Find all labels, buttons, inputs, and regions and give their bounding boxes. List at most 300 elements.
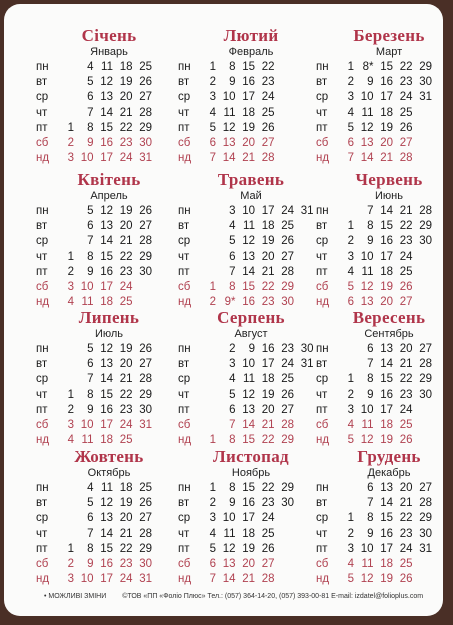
weekday-label: пн: [316, 343, 329, 355]
calendar-card: [4, 4, 443, 616]
day-number: 10: [80, 573, 94, 586]
day-number: 1: [209, 61, 216, 73]
day-number: 20: [119, 512, 133, 525]
day-number: 20: [399, 343, 413, 355]
week-row: [316, 481, 453, 496]
day-number: 26: [281, 235, 294, 248]
weekday-label: ср: [36, 373, 49, 386]
weekday-label: нд: [178, 573, 192, 586]
weekday-label: нд: [178, 434, 192, 447]
weekday-label: сб: [316, 419, 329, 431]
weekday-label: вт: [316, 358, 328, 371]
week-row: [316, 75, 453, 90]
day-number: 2: [347, 388, 354, 401]
month-subtitle: Март: [375, 46, 403, 58]
week-row: [36, 151, 182, 166]
day-number: 7: [367, 497, 374, 510]
week-row: [36, 388, 182, 403]
day-number: 25: [399, 558, 413, 570]
day-number: 20: [119, 358, 133, 371]
day-number: 6: [367, 343, 374, 355]
day-number: 20: [261, 250, 275, 263]
weekday-label: ср: [36, 512, 49, 525]
day-number: 14: [100, 106, 113, 119]
week-row: [178, 136, 324, 151]
day-number: 27: [419, 482, 432, 494]
day-number: 6: [87, 512, 94, 525]
day-number: 26: [399, 434, 413, 447]
weekday-label: сб: [178, 137, 191, 149]
day-number: 13: [222, 558, 236, 570]
week-row: [178, 496, 324, 511]
day-number: 23: [261, 497, 275, 510]
day-number: 8: [87, 542, 94, 555]
day-number: 17: [242, 512, 255, 525]
day-number: 29: [419, 373, 432, 386]
weekday-label: чт: [36, 388, 48, 401]
day-number: 25: [261, 527, 275, 540]
day-number: 23: [119, 265, 133, 278]
week-row: [178, 388, 324, 403]
week-row: [36, 342, 182, 357]
day-number: 4: [67, 296, 74, 309]
month-block: [178, 170, 324, 308]
day-number: 16: [380, 235, 393, 248]
week-row: [178, 106, 324, 121]
weekday-label: вт: [178, 497, 190, 510]
day-number: 6: [347, 296, 354, 309]
day-number: 6: [209, 558, 216, 570]
day-number: 14: [380, 205, 393, 217]
day-number: 8: [229, 61, 236, 73]
day-number: 13: [242, 403, 255, 416]
day-number: 11: [81, 296, 94, 309]
day-number: 10: [242, 358, 255, 371]
day-number: 21: [261, 265, 275, 278]
week-row: [178, 265, 324, 280]
day-number: 19: [261, 388, 275, 401]
week-row: [36, 106, 182, 121]
month-title: Січень: [81, 26, 137, 45]
week-row: [178, 151, 324, 166]
day-number: 31: [139, 152, 152, 165]
day-number: 26: [399, 281, 413, 293]
day-number: 7: [367, 205, 374, 217]
day-number: 8: [87, 388, 94, 401]
day-number: 16: [100, 403, 113, 416]
day-number: 13: [380, 482, 393, 494]
day-number: 17: [380, 91, 393, 104]
week-row: [316, 106, 453, 121]
weekday-label: пн: [178, 343, 191, 355]
day-number: 21: [119, 235, 133, 248]
day-number: 15: [380, 373, 393, 386]
day-number: 18: [261, 373, 275, 386]
week-row: [36, 75, 182, 90]
day-number: 30: [281, 497, 294, 510]
weekday-label: ср: [316, 235, 329, 248]
week-row: [36, 136, 182, 151]
week-row: [178, 403, 324, 418]
month-subtitle: Январь: [90, 46, 128, 58]
week-row: [178, 481, 324, 496]
month-title: Квітень: [77, 170, 141, 189]
day-number: 6: [87, 358, 94, 371]
day-number: 6: [347, 137, 354, 149]
day-number: 13: [100, 91, 113, 104]
day-number: 20: [380, 137, 393, 149]
day-number: 16: [242, 497, 255, 510]
day-number: 24: [119, 152, 133, 165]
day-number: 4: [209, 527, 216, 540]
day-number: 1: [67, 542, 74, 555]
day-number: 8: [229, 281, 236, 293]
footer-note: • МОЖЛИВІ ЗМІНИ: [44, 593, 107, 600]
weekday-label: нд: [316, 296, 330, 309]
weekday-label: пт: [36, 403, 48, 416]
weekday-label: вт: [36, 220, 48, 233]
day-number: 2: [347, 527, 354, 540]
weekday-label: ср: [36, 235, 49, 248]
day-number: 22: [399, 220, 413, 233]
day-number: 19: [242, 121, 255, 134]
weekday-label: сб: [36, 137, 49, 149]
day-number: 31: [300, 205, 314, 217]
weekday-label: нд: [36, 152, 50, 165]
day-number: 9: [87, 265, 94, 278]
day-number: 10: [222, 91, 236, 104]
week-row: [36, 250, 182, 265]
day-number: 19: [119, 497, 133, 510]
day-number: 16: [242, 76, 255, 89]
day-number: 28: [419, 497, 432, 510]
weekday-label: нд: [316, 573, 330, 586]
weekday-label: пн: [316, 205, 329, 217]
week-row: [316, 265, 453, 280]
day-number: 24: [399, 250, 413, 263]
month-block: [178, 26, 324, 164]
day-number: 28: [139, 373, 152, 386]
week-row: [178, 219, 324, 234]
day-number: 25: [139, 482, 152, 494]
day-number: 10: [80, 152, 94, 165]
day-number: 15: [242, 281, 255, 293]
day-number: 5: [229, 235, 236, 248]
month-title: Серпень: [217, 308, 285, 327]
day-number: 10: [360, 403, 374, 416]
week-row: [316, 542, 453, 557]
week-row: [36, 511, 182, 526]
day-number: 9: [367, 527, 374, 540]
day-number: 3: [347, 250, 354, 263]
week-row: [178, 527, 324, 542]
weekday-label: ср: [178, 235, 191, 248]
week-row: [36, 403, 182, 418]
day-number: 20: [380, 296, 393, 309]
month-title: Червень: [355, 170, 423, 189]
day-number: 2: [209, 296, 216, 309]
day-number: 29: [281, 281, 294, 293]
day-number: 27: [399, 137, 413, 149]
week-row: [36, 265, 182, 280]
day-number: 30: [139, 137, 152, 149]
weekday-label: пт: [316, 121, 328, 134]
weekday-label: чт: [36, 250, 48, 263]
day-number: 5: [347, 121, 354, 134]
day-number: 9: [229, 497, 236, 510]
day-number: 4: [229, 373, 236, 386]
month-title: Грудень: [357, 447, 421, 466]
day-number: 4: [87, 482, 94, 494]
day-number: 30: [139, 403, 152, 416]
day-number: 9*: [224, 296, 236, 309]
day-number: 11: [243, 220, 255, 233]
day-number: 30: [419, 76, 432, 89]
day-number: 30: [300, 343, 314, 355]
day-number: 4: [347, 419, 354, 431]
week-row: [178, 372, 324, 387]
day-number: 23: [399, 527, 413, 540]
day-number: 1: [347, 373, 354, 386]
footer: [44, 593, 444, 600]
weekday-label: нд: [316, 434, 330, 447]
day-number: 18: [380, 558, 393, 570]
day-number: 22: [399, 512, 413, 525]
day-number: 12: [100, 205, 113, 217]
month-subtitle: Август: [234, 328, 268, 340]
day-number: 20: [119, 91, 133, 104]
week-row: [36, 219, 182, 234]
week-row: [316, 557, 453, 572]
day-number: 28: [139, 235, 152, 248]
day-number: 16: [100, 265, 113, 278]
week-row: [316, 280, 453, 295]
week-row: [36, 121, 182, 136]
day-number: 2: [229, 343, 236, 355]
day-number: 3: [347, 403, 354, 416]
day-number: 24: [399, 403, 413, 416]
month-title: Березень: [353, 26, 425, 45]
week-row: [178, 60, 324, 75]
day-number: 26: [399, 121, 413, 134]
day-number: 17: [261, 205, 275, 217]
weekday-label: пт: [316, 542, 328, 555]
day-number: 9: [367, 388, 374, 401]
weekday-label: вт: [178, 220, 190, 233]
weekday-label: пн: [178, 205, 191, 217]
week-row: [178, 75, 324, 90]
day-number: 13: [380, 343, 393, 355]
day-number: 31: [419, 542, 432, 555]
day-number: 14: [242, 419, 255, 431]
day-number: 13: [222, 137, 236, 149]
day-number: 14: [222, 152, 236, 165]
day-number: 5: [347, 434, 354, 447]
day-number: 5: [347, 281, 354, 293]
week-row: [316, 60, 453, 75]
day-number: 19: [119, 76, 133, 89]
weekday-label: сб: [36, 558, 49, 570]
day-number: 21: [242, 573, 255, 586]
week-row: [178, 342, 324, 357]
weekday-label: чт: [36, 106, 48, 119]
day-number: 14: [100, 373, 113, 386]
day-number: 8*: [362, 61, 374, 73]
day-number: 28: [139, 527, 152, 540]
month-subtitle: Ноябрь: [231, 467, 271, 479]
month-block: [316, 308, 453, 446]
day-number: 14: [222, 573, 236, 586]
day-number: 3: [347, 91, 354, 104]
weekday-label: чт: [316, 388, 328, 401]
month-title: Листопад: [213, 447, 289, 466]
day-number: 15: [242, 482, 255, 494]
day-number: 11: [101, 61, 113, 73]
week-row: [36, 204, 182, 219]
day-number: 26: [139, 76, 152, 89]
day-number: 27: [261, 137, 275, 149]
day-number: 18: [100, 434, 113, 447]
week-row: [36, 481, 182, 496]
day-number: 6: [87, 91, 94, 104]
day-number: 27: [261, 558, 275, 570]
day-number: 4: [209, 106, 216, 119]
day-number: 26: [139, 497, 152, 510]
month-block: [36, 447, 182, 585]
day-number: 27: [419, 343, 432, 355]
month-subtitle: Май: [240, 190, 262, 202]
day-number: 15: [100, 388, 113, 401]
day-number: 5: [347, 573, 354, 586]
day-number: 11: [361, 419, 374, 431]
day-number: 12: [360, 434, 374, 447]
day-number: 6: [229, 250, 236, 263]
weekday-label: сб: [316, 281, 329, 293]
week-row: [316, 527, 453, 542]
day-number: 4: [67, 434, 74, 447]
week-row: [36, 542, 182, 557]
month-block: [178, 308, 324, 446]
day-number: 19: [380, 573, 393, 586]
week-row: [36, 557, 182, 572]
day-number: 24: [281, 358, 294, 371]
day-number: 6: [87, 220, 94, 233]
day-number: 2: [209, 76, 216, 89]
month-title: Жовтень: [74, 447, 144, 466]
day-number: 9: [248, 343, 255, 355]
day-number: 1: [209, 434, 216, 447]
week-row: [178, 511, 324, 526]
day-number: 18: [380, 419, 393, 431]
month-block: [36, 308, 182, 446]
day-number: 15: [242, 61, 255, 73]
week-row: [36, 357, 182, 372]
week-row: [316, 234, 453, 249]
day-number: 20: [119, 220, 133, 233]
day-number: 24: [119, 573, 133, 586]
day-number: 17: [261, 358, 275, 371]
day-number: 15: [380, 61, 393, 73]
weekday-label: сб: [178, 558, 191, 570]
weekday-label: нд: [178, 296, 192, 309]
day-number: 8: [87, 250, 94, 263]
day-number: 14: [100, 235, 113, 248]
day-number: 16: [100, 137, 113, 149]
day-number: 19: [261, 235, 275, 248]
day-number: 9: [87, 403, 94, 416]
day-number: 5: [209, 542, 216, 555]
day-number: 23: [119, 403, 133, 416]
day-number: 16: [380, 388, 393, 401]
day-number: 17: [100, 152, 113, 165]
day-number: 12: [222, 121, 236, 134]
weekday-label: чт: [178, 106, 190, 119]
day-number: 28: [261, 152, 275, 165]
week-row: [36, 280, 182, 295]
day-number: 30: [419, 235, 432, 248]
day-number: 9: [87, 558, 94, 570]
day-number: 22: [119, 250, 133, 263]
day-number: 21: [399, 497, 413, 510]
day-number: 21: [242, 152, 255, 165]
day-number: 4: [347, 265, 354, 278]
weekday-label: пт: [178, 542, 190, 555]
day-number: 18: [242, 106, 255, 119]
week-row: [36, 372, 182, 387]
day-number: 9: [367, 76, 374, 89]
weekday-label: пн: [178, 61, 191, 73]
day-number: 14: [380, 497, 393, 510]
day-number: 23: [399, 388, 413, 401]
weekday-label: ср: [36, 91, 49, 104]
day-number: 2: [67, 403, 74, 416]
day-number: 25: [399, 106, 413, 119]
day-number: 27: [139, 512, 152, 525]
week-row: [36, 433, 182, 448]
day-number: 3: [67, 419, 74, 431]
day-number: 23: [399, 76, 413, 89]
week-row: [178, 542, 324, 557]
week-row: [178, 280, 324, 295]
day-number: 30: [139, 265, 152, 278]
day-number: 21: [399, 358, 413, 371]
day-number: 17: [242, 91, 255, 104]
day-number: 1: [209, 482, 216, 494]
week-row: [36, 90, 182, 105]
month-block: [36, 170, 182, 308]
day-number: 8: [229, 482, 236, 494]
day-number: 19: [119, 343, 133, 355]
day-number: 24: [119, 419, 133, 431]
day-number: 5: [87, 205, 94, 217]
day-number: 8: [367, 373, 374, 386]
week-row: [178, 250, 324, 265]
day-number: 24: [261, 512, 275, 525]
week-row: [316, 418, 453, 433]
day-number: 10: [222, 512, 236, 525]
day-number: 30: [419, 388, 432, 401]
day-number: 7: [229, 419, 236, 431]
day-number: 24: [281, 205, 294, 217]
month-block: [316, 170, 453, 308]
weekday-label: пт: [316, 265, 328, 278]
day-number: 2: [209, 497, 216, 510]
week-row: [316, 433, 453, 448]
day-number: 18: [380, 106, 393, 119]
week-row: [316, 342, 453, 357]
week-row: [316, 219, 453, 234]
day-number: 16: [100, 558, 113, 570]
